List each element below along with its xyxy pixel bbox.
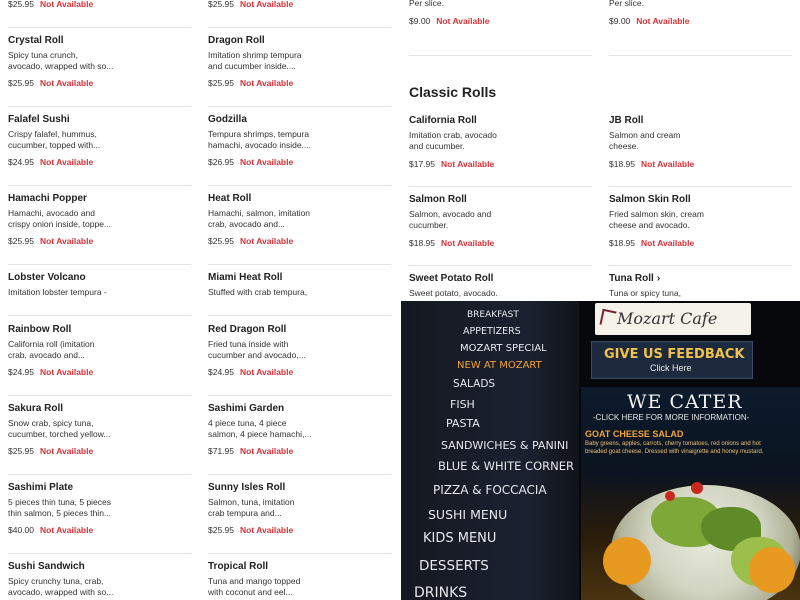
availability-badge: Not Available — [40, 236, 94, 246]
menu-item[interactable] — [208, 114, 391, 167]
item-price: $17.95 — [409, 159, 435, 169]
item-name: Tuna Roll — [609, 273, 654, 284]
item-price: $26.95 — [208, 157, 234, 167]
item-price: $24.95 — [208, 367, 234, 377]
divider — [208, 27, 391, 28]
item-price: $24.95 — [8, 367, 34, 377]
video-overlay[interactable] — [401, 301, 800, 600]
cherry-tomato — [691, 482, 703, 494]
item-name: Sashimi Garden — [208, 403, 285, 414]
item-name: Dragon Roll — [208, 35, 265, 46]
item-name: Sakura Roll — [8, 403, 64, 414]
item-description: Salmon, avocado and cucumber. — [409, 209, 492, 230]
menu-item[interactable] — [409, 273, 592, 299]
divider — [208, 474, 391, 475]
availability-badge: Not Available — [441, 159, 495, 169]
item-description: Imitation lobster tempura - — [8, 287, 107, 297]
menu-item[interactable] — [8, 561, 191, 598]
menu-board-item: DRINKS — [414, 585, 468, 600]
item-name: Salmon Skin Roll — [609, 194, 691, 205]
item-description: Fried salmon skin, cream cheese and avocado. — [609, 209, 704, 230]
menu-board-item: KIDS MENU — [423, 531, 497, 546]
availability-badge: Not Available — [240, 446, 294, 456]
divider — [8, 264, 191, 265]
item-price: $18.95 — [409, 238, 435, 248]
availability-badge: Not Available — [240, 0, 294, 9]
divider — [8, 106, 191, 107]
item-price: $25.95 — [208, 236, 234, 246]
availability-badge: Not Available — [40, 78, 94, 88]
item-price: $71.95 — [208, 446, 234, 456]
availability-badge: Not Available — [40, 525, 94, 535]
menu-item[interactable] — [8, 114, 191, 167]
item-name: Sweet Potato Roll — [409, 273, 494, 284]
chevron-right-icon[interactable]: › — [656, 273, 661, 284]
divider — [609, 55, 792, 56]
item-description: Per slice. — [609, 0, 644, 8]
item-price: $25.95 — [8, 0, 34, 9]
item-description: Salmon and cream cheese. — [609, 130, 681, 151]
divider — [409, 186, 592, 187]
availability-badge: Not Available — [40, 367, 94, 377]
divider — [8, 474, 191, 475]
item-name: Hamachi Popper — [8, 193, 87, 204]
cafe-logo — [595, 303, 751, 335]
item-price: $18.95 — [609, 238, 635, 248]
item-name: Miami Heat Roll — [208, 272, 283, 283]
cater-title: WE CATER — [627, 391, 743, 413]
item-description: Tuna or spicy tuna, — [609, 288, 681, 298]
item-description: Stuffed with crab tempura, — [208, 287, 308, 297]
divider — [208, 264, 391, 265]
menu-item[interactable] — [208, 272, 391, 298]
item-name: Heat Roll — [208, 193, 252, 204]
item-price: $24.95 — [8, 157, 34, 167]
divider — [208, 106, 391, 107]
availability-badge: Not Available — [240, 525, 294, 535]
divider — [409, 55, 592, 56]
digital-menu-board — [401, 301, 581, 600]
menu-item[interactable] — [609, 115, 792, 169]
item-name: California Roll — [409, 115, 477, 126]
item-name: Sashimi Plate — [8, 482, 74, 493]
item-name: Falafel Sushi — [8, 114, 70, 125]
menu-board-item: NEW AT MOZART — [457, 360, 542, 371]
divider — [8, 315, 191, 316]
goat-cheese-round — [749, 547, 795, 593]
section-title: Classic Rolls — [409, 84, 497, 100]
menu-board-item: MOZART SPECIAL — [460, 343, 547, 354]
menu-board-right-panel — [579, 301, 800, 600]
item-name: Salmon Roll — [409, 194, 467, 205]
logo-mark-icon — [599, 309, 616, 328]
item-name: Red Dragon Roll — [208, 324, 287, 335]
menu-item[interactable] — [8, 272, 191, 298]
item-description: Tempura shrimps, tempura hamachi, avocado inside.... — [208, 129, 312, 150]
item-description: Salmon, tuna, imitation crab tempura and... — [208, 497, 295, 518]
feedback-title: GIVE US FEEDBACK — [604, 347, 745, 362]
menu-board-item: SANDWICHES & PANINI — [441, 439, 569, 452]
availability-badge: Not Available — [636, 16, 690, 26]
dish-description: Baby greens, apples, carrots, cherry tomatoes, red onions and hot breaded goat cheese. Dressed with vinaigrette and honey mustard. — [585, 441, 764, 455]
menu-item[interactable] — [8, 193, 191, 246]
menu-item[interactable] — [609, 273, 792, 299]
menu-item[interactable] — [409, 115, 592, 169]
item-description: Per slice. — [409, 0, 444, 8]
availability-badge: Not Available — [641, 159, 695, 169]
divider — [8, 395, 191, 396]
item-name: Lobster Volcano — [8, 272, 86, 283]
item-description: Imitation crab, avocado and cucumber. — [409, 130, 497, 151]
availability-badge: Not Available — [40, 446, 94, 456]
item-description: Hamachi, salmon, imitation crab, avocado and... — [208, 208, 311, 229]
item-description: Hamachi, avocado and crispy onion inside, toppe... — [8, 208, 112, 229]
availability-badge: Not Available — [436, 16, 490, 26]
item-description: 4 piece tuna, 4 piece salmon, 4 piece hamachi,... — [208, 418, 312, 439]
item-price: $9.00 — [609, 16, 631, 26]
availability-badge: Not Available — [40, 0, 94, 9]
menu-item[interactable] — [8, 324, 191, 377]
item-name: Rainbow Roll — [8, 324, 72, 335]
divider — [208, 185, 391, 186]
dish-title: GOAT CHEESE SALAD — [585, 429, 684, 439]
feedback-banner — [591, 341, 753, 379]
item-name: Tropical Roll — [208, 561, 269, 572]
divider — [8, 27, 191, 28]
menu-item[interactable] — [208, 403, 391, 456]
menu-item[interactable] — [409, 194, 592, 248]
goat-cheese-round — [603, 537, 651, 585]
menu-item[interactable] — [8, 35, 191, 88]
item-description: Spicy tuna crunch, avocado, wrapped with so... — [8, 50, 114, 71]
availability-badge: Not Available — [240, 157, 294, 167]
menu-item[interactable] — [208, 35, 391, 88]
menu-item[interactable] — [208, 561, 391, 598]
divider — [609, 265, 792, 266]
divider — [208, 395, 391, 396]
item-description: California roll (imitation crab, avocado and... — [8, 339, 95, 360]
availability-badge: Not Available — [441, 238, 495, 248]
menu-board-item: APPETIZERS — [463, 326, 521, 337]
availability-badge: Not Available — [40, 157, 94, 167]
item-description: Sweet potato, avocado. — [409, 288, 498, 298]
menu-item[interactable] — [409, 0, 592, 26]
divider — [208, 315, 391, 316]
item-price: $25.95 — [8, 236, 34, 246]
menu-item[interactable] — [609, 194, 792, 248]
divider — [208, 553, 391, 554]
item-description: Snow crab, spicy tuna, cucumber, torched yellow... — [8, 418, 111, 439]
item-name: Sunny Isles Roll — [208, 482, 286, 493]
item-price: $18.95 — [609, 159, 635, 169]
menu-board-item: BREAKFAST — [467, 310, 519, 320]
menu-item[interactable] — [208, 193, 391, 246]
cater-subtitle: -CLICK HERE FOR MORE INFORMATION- — [593, 413, 750, 422]
item-description: 5 pieces thin tuna, 5 pieces thin salmon, 5 pieces thin... — [8, 497, 112, 518]
feedback-subtitle: Click Here — [650, 363, 692, 373]
item-description: Spicy crunchy tuna, crab, avocado, wrapped with so... — [8, 576, 114, 597]
item-price: $40.00 — [8, 525, 34, 535]
item-name: Crystal Roll — [8, 35, 64, 46]
divider — [8, 553, 191, 554]
menu-board-item: BLUE & WHITE CORNER — [438, 459, 574, 473]
item-description: Tuna and mango topped with coconut and eel... — [208, 576, 301, 597]
menu-item[interactable] — [208, 324, 391, 377]
menu-board-item: PASTA — [446, 417, 480, 430]
item-price: $9.00 — [409, 16, 431, 26]
item-price: $25.95 — [208, 525, 234, 535]
logo-text: Mozart Cafe — [617, 309, 718, 328]
item-description: Imitation shrimp tempura and cucumber inside.... — [208, 50, 302, 71]
divider — [609, 186, 792, 187]
item-price: $25.95 — [8, 446, 34, 456]
menu-board-item: PIZZA & FOCCACIA — [433, 483, 547, 497]
menu-item[interactable] — [8, 403, 191, 456]
divider — [8, 185, 191, 186]
menu-item[interactable] — [609, 0, 792, 26]
menu-board-item: DESSERTS — [419, 558, 489, 574]
menu-item[interactable] — [208, 482, 391, 535]
item-price: $25.95 — [8, 78, 34, 88]
menu-item[interactable] — [8, 482, 191, 535]
divider — [409, 265, 592, 266]
menu-board-item: FISH — [450, 398, 475, 411]
item-name: JB Roll — [609, 115, 644, 126]
availability-badge: Not Available — [240, 78, 294, 88]
item-price: $25.95 — [208, 78, 234, 88]
item-name: Sushi Sandwich — [8, 561, 85, 572]
item-description: Crispy falafel, hummus, cucumber, topped with... — [8, 129, 101, 150]
availability-badge: Not Available — [240, 236, 294, 246]
catering-banner — [581, 387, 800, 600]
cherry-tomato — [665, 491, 675, 501]
menu-board-item: SALADS — [453, 378, 496, 390]
item-price: $25.95 — [208, 0, 234, 9]
availability-badge: Not Available — [641, 238, 695, 248]
menu-board-item: SUSHI MENU — [428, 507, 508, 522]
item-description: Fried tuna inside with cucumber and avocado,... — [208, 339, 306, 360]
availability-badge: Not Available — [240, 367, 294, 377]
item-name: Godzilla — [208, 114, 247, 125]
